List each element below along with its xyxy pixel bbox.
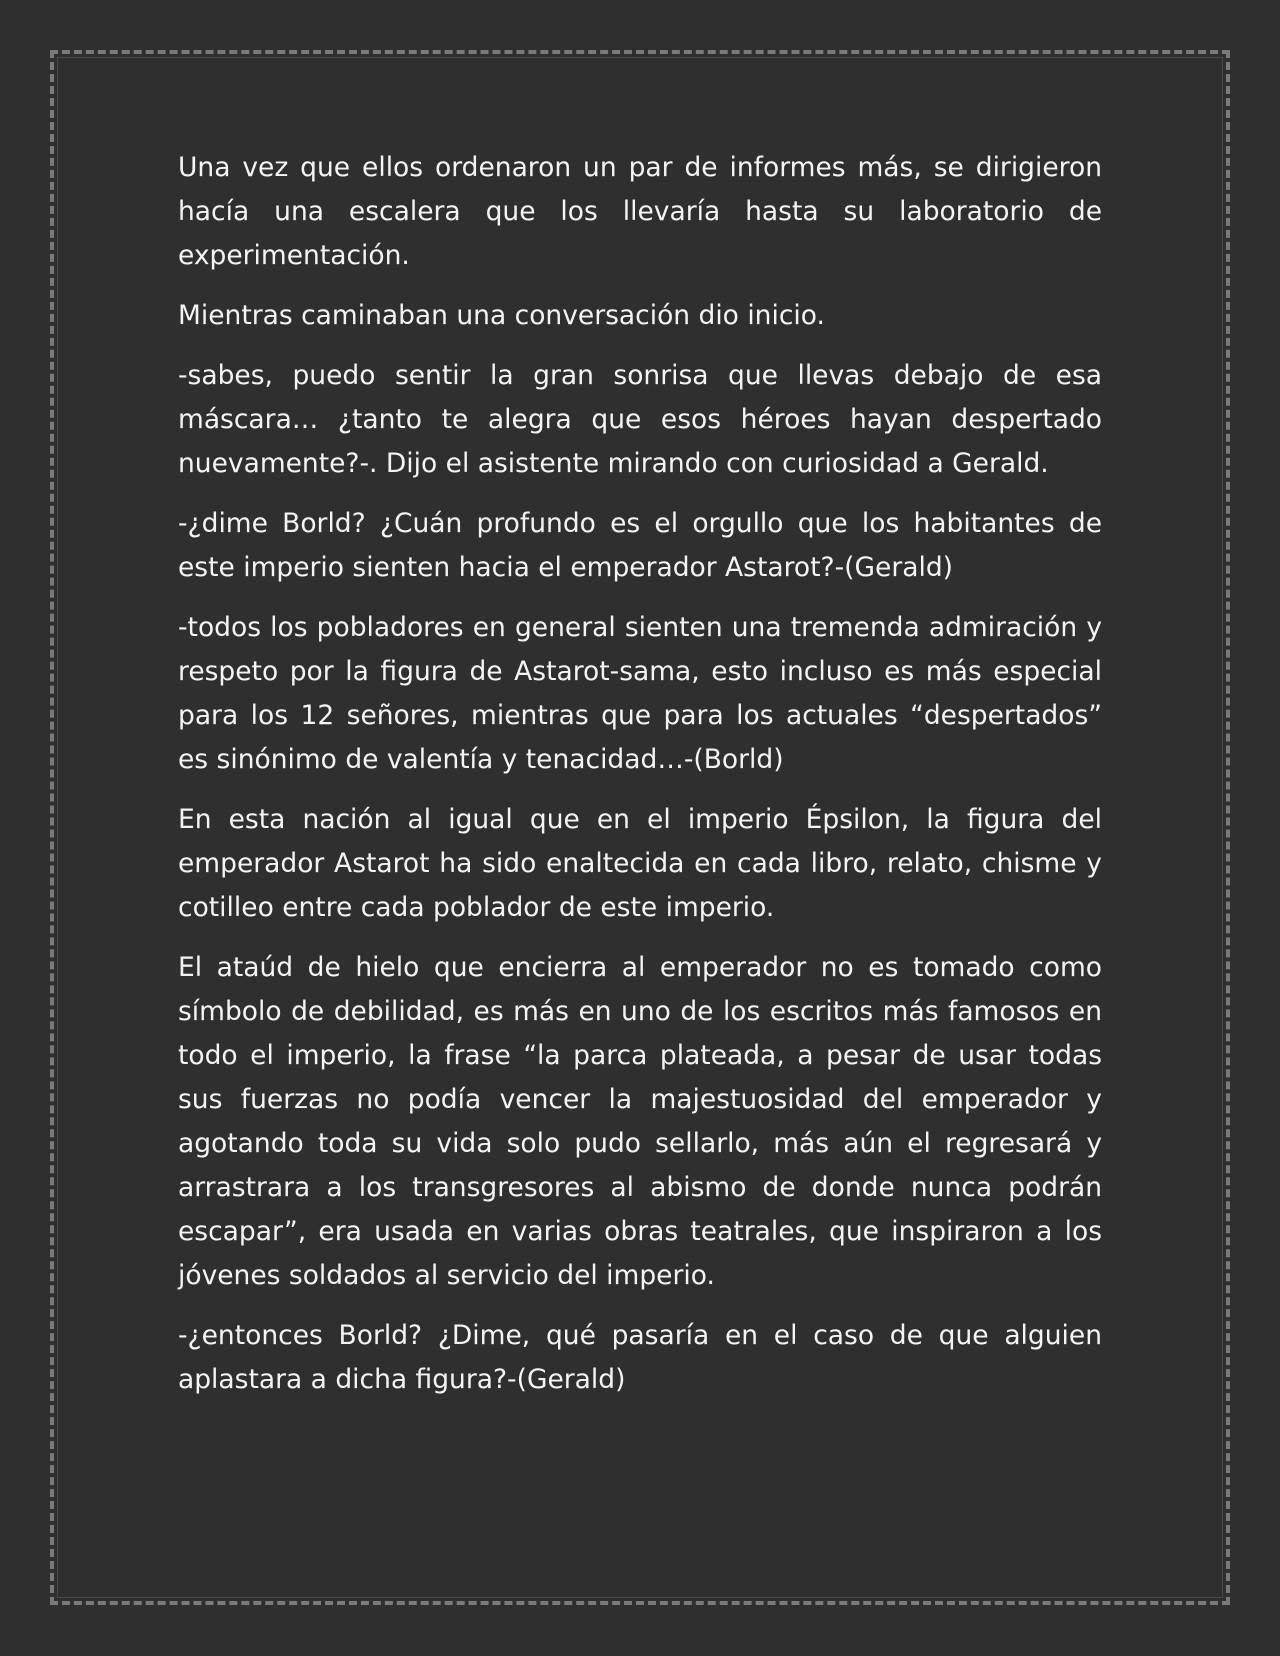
paragraph: Una vez que ellos ordenaron un par de informes más, se dirigieron hacía una escalera que los llevaría hasta su laboratorio de experimentación.	[178, 152, 1102, 271]
story-text	[178, 146, 1102, 1418]
paragraph: -sabes, puedo sentir la gran sonrisa que llevas debajo de esa máscara… ¿tanto te alegra que esos héroes hayan despertado nuevamente?-. Dijo el asistente mirando con curiosidad a Gerald.	[178, 360, 1102, 479]
paragraph: -¿entonces Borld? ¿Dime, qué pasaría en el caso de que alguien aplastara a dicha figura?-(Gerald)	[178, 1320, 1102, 1395]
paragraph: En esta nación al igual que en el imperio Épsilon, la figura del emperador Astarot ha sido enaltecida en cada libro, relato, chisme y cotilleo entre cada poblador de este imperio.	[178, 804, 1102, 923]
paragraph: -¿dime Borld? ¿Cuán profundo es el orgullo que los habitantes de este imperio sienten hacia el emperador Astarot?-(Gerald)	[178, 508, 1102, 583]
paragraph: Mientras caminaban una conversación dio inicio.	[178, 300, 825, 331]
paragraph: El ataúd de hielo que encierra al emperador no es tomado como símbolo de debilidad, es más en uno de los escritos más famosos en todo el imperio, la frase “la parca plateada, a pesar de usar todas sus fuerzas no podía vencer la majestuosidad del emperador y agotando toda su vida solo pudo sellarlo, más aún el regresará y arrastrara a los transgresores al abismo de donde nunca podrán escapar”, era usada en varias obras teatrales, que inspiraron a los jóvenes soldados al servicio del imperio.	[178, 952, 1102, 1291]
paragraph: -todos los pobladores en general sienten una tremenda admiración y respeto por la figura de Astarot-sama, esto incluso es más especial para los 12 señores, mientras que para los actuales “despertados” es sinónimo de valentía y tenacidad…-(Borld)	[178, 612, 1102, 775]
